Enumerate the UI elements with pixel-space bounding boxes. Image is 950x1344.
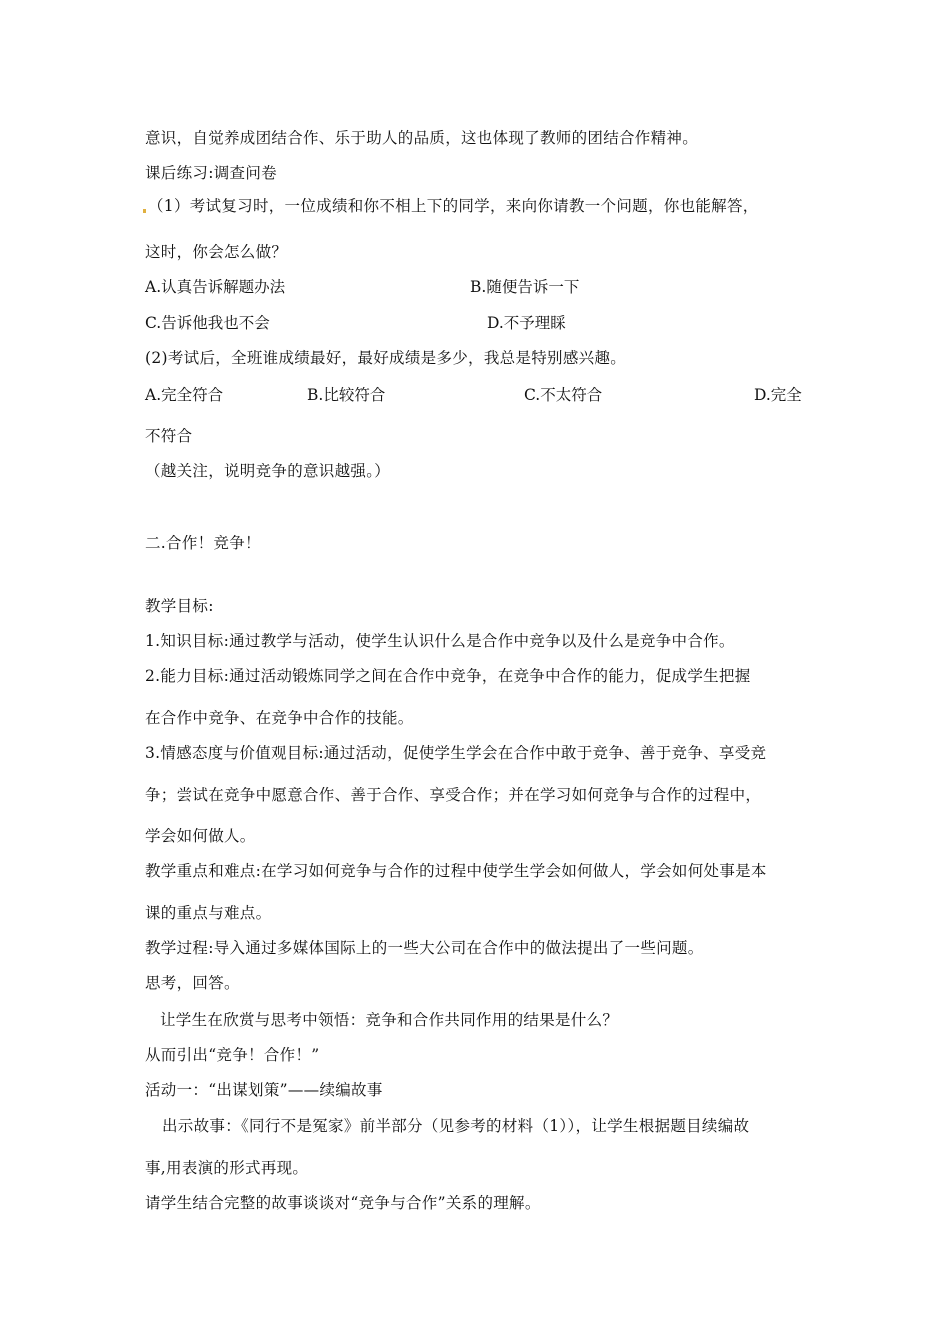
question-1-line <box>143 196 759 216</box>
goal-1: 1.知识目标:通过教学与活动，使学生认识什么是合作中竞争以及什么是竞争中合作。 <box>145 632 735 650</box>
key-points: 教学重点和难点:在学习如何竞争与合作的过程中使学生学会如何做人，学会如何处事是本 <box>145 862 767 880</box>
mark-dot <box>143 209 146 213</box>
think-line: 思考，回答。 <box>145 974 240 992</box>
draw-line: 从而引出“竞争！合作！” <box>145 1046 320 1064</box>
section-heading: 二.合作！竞争！ <box>145 534 261 552</box>
q2-option-a: A.完全符合 <box>145 386 224 404</box>
q1-option-b: B.随便告诉一下 <box>470 278 580 296</box>
question-1-cont: 这时，你会怎么做？ <box>145 243 288 261</box>
goal-3-cont-2: 学会如何做人。 <box>145 827 256 845</box>
goal-3-cont-1: 争；尝试在竞争中愿意合作、善于合作、享受合作；并在学习如何竞争与合作的过程中， <box>145 786 762 804</box>
activity-1-heading: 活动一：“出谋划策”——续编故事 <box>145 1081 383 1099</box>
goal-2: 2.能力目标:通过活动锻炼同学之间在合作中竞争，在竞争中合作的能力，促成学生把握 <box>145 667 751 685</box>
q1-option-c: C.告诉他我也不会 <box>145 314 270 332</box>
q2-option-d-cont: 不符合 <box>145 427 193 445</box>
paragraph-line: 意识，自觉养成团结合作、乐于助人的品质，这也体现了教师的团结合作精神。 <box>145 129 699 147</box>
lead-line: 让学生在欣赏与思考中领悟：竞争和合作共同作用的结果是什么？ <box>160 1011 619 1029</box>
goal-2-cont: 在合作中竞争、在竞争中合作的技能。 <box>145 709 414 727</box>
goals-heading: 教学目标: <box>145 597 214 615</box>
q2-option-d: D.完全 <box>754 386 802 404</box>
goal-3: 3.情感态度与价值观目标:通过活动，促使学生学会在合作中敢于竞争、善于竞争、享受竞 <box>145 744 767 762</box>
q1-option-d: D.不予理睬 <box>487 314 566 332</box>
q2-option-c: C.不太符合 <box>524 386 603 404</box>
q2-option-b: B.比较符合 <box>307 386 386 404</box>
story-line-cont: 事,用表演的形式再现。 <box>145 1159 309 1177</box>
ask-line: 请学生结合完整的故事谈谈对“竞争与合作”关系的理解。 <box>145 1194 541 1212</box>
process-line: 教学过程:导入通过多媒体国际上的一些大公司在合作中的做法提出了一些问题。 <box>145 939 704 957</box>
question-1-text: （1）考试复习时，一位成绩和你不相上下的同学，来向你请教一个问题，你也能解答， <box>148 197 759 215</box>
note-line: （越关注，说明竞争的意识越强。） <box>145 462 391 480</box>
exercise-heading: 课后练习:调查问卷 <box>145 164 277 182</box>
story-line: 出示故事：《同行不是冤家》前半部分（见参考的材料（1）），让学生根据题目续编故 <box>162 1117 750 1135</box>
question-2-line: (2)考试后，全班谁成绩最好，最好成绩是多少，我总是特别感兴趣。 <box>145 349 627 367</box>
key-points-cont: 课的重点与难点。 <box>145 904 272 922</box>
q1-option-a: A.认真告诉解题办法 <box>145 278 286 296</box>
